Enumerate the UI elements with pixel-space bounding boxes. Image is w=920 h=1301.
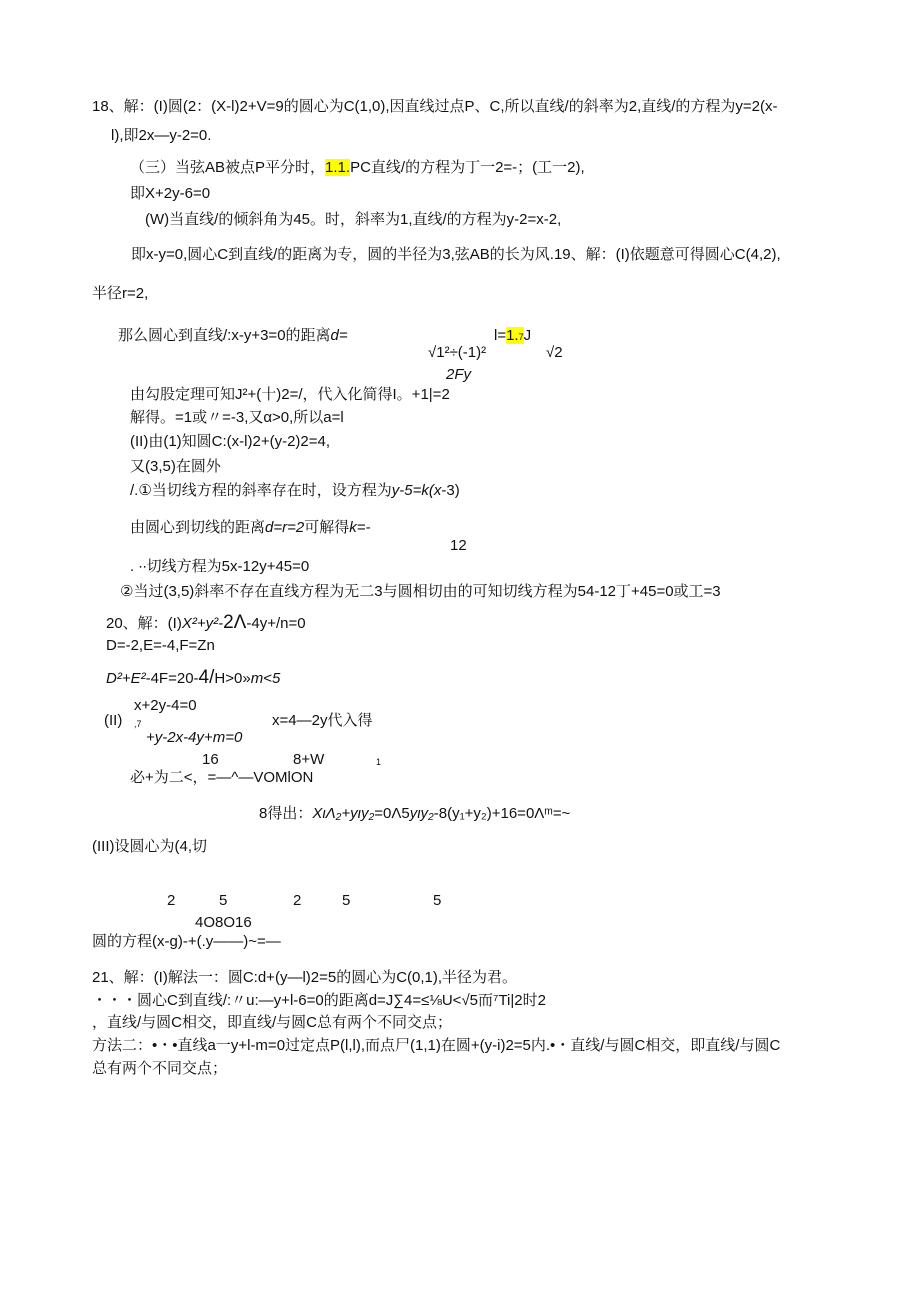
solution-18-line-1: 18、解：(I)圆(2：(X-l)2+V=9的圆心为C(1,0),因直线过点P、C,所以直线/的斜率为2,直线/的方程为y=2(x- <box>92 98 778 115</box>
text: PC直线/的方程为丁一2=-；(工一2), <box>350 159 585 176</box>
fragment-2b: 2 <box>293 892 302 909</box>
formula-text: y-5=k(x <box>391 482 442 499</box>
solution-19-line-2: 半径r=2, <box>92 285 149 302</box>
text: J <box>523 327 532 344</box>
distance-result <box>494 328 531 343</box>
solution-19-line-5: (II)由(1)知圆C:(x-l)2+(y-2)2=4, <box>130 433 331 450</box>
fragment-8w: 8+W <box>293 751 325 768</box>
text: H>0» <box>214 670 251 687</box>
solution-21-line-1: 21、解：(I)解法一：圆C:d+(y—l)2=5的圆心为C(0,1),半径为君。 <box>92 969 518 986</box>
fragment-2fy: 2Fy <box>446 366 472 383</box>
solution-21-line-5: 总有两个不同交点； <box>92 1060 228 1077</box>
system-equation-2: +y-2x-4y+m=0 <box>146 729 243 746</box>
formula-text: X²+y²- <box>181 615 224 632</box>
solution-19-line-8 <box>130 520 371 535</box>
text: -8(y₁+y₂)+16=0Λᵐ=~ <box>433 805 571 822</box>
solution-21-line-4: 方法二：•・•直线a一y+l-m=0过定点P(l,l),而点尸(1,1)在圆+(y-i)2=5内.•・直线/与圆C相交，即直线/与圆C <box>92 1037 781 1054</box>
system-equation-1: x+2y-4=0 <box>134 697 197 714</box>
highlighted-text <box>506 327 524 344</box>
fragment-5b: 5 <box>342 892 351 909</box>
solution-20-line-2: D=-2,E=-4,F=Zn <box>106 637 215 654</box>
text: -4F=20- <box>145 670 199 687</box>
subscript: 7 <box>518 332 524 342</box>
fragment-408016: 4O8O16 <box>195 914 252 931</box>
fragment-1: 1 <box>376 757 382 767</box>
text: l= <box>494 327 507 344</box>
solution-21-line-3: ，直线/与圆C相交，即直线/与圆C总有两个不同交点； <box>92 1014 453 1031</box>
substitution-text: x=4—2y代入得 <box>272 712 373 729</box>
fragment-7: ,7 <box>134 719 142 729</box>
formula-text: 2Λ <box>223 612 247 633</box>
highlighted-text: 1.1. <box>325 159 351 176</box>
distance-formula-line <box>118 328 348 343</box>
solution-20-line-3 <box>106 668 280 687</box>
solution-19-line-6: 又(3,5)在圆外 <box>130 458 221 475</box>
solution-20-line-7: 圆的方程(x-g)-+(.y——)~=— <box>92 933 281 950</box>
formula-text: k=- <box>349 519 371 536</box>
solution-19-line-7 <box>130 483 460 498</box>
solution-20-line-1 <box>106 613 306 632</box>
solution-19-line-9: . ∙∙切线方程为5x-12y+45=0 <box>130 558 310 575</box>
formula-text: yιy₂ <box>350 805 375 822</box>
text: =0Λ5 <box>374 805 410 822</box>
fragment-2a: 2 <box>167 892 176 909</box>
formula-text: D²+E² <box>106 670 146 687</box>
solution-18-line-2: l),即2x—y-2=0. <box>111 127 212 144</box>
text: （三）当弦AB被点P平分时， <box>130 159 326 176</box>
solution-20-line-4: 必+为二<，=—^—VOMlON <box>130 769 314 786</box>
text: 20、解：(I) <box>106 615 182 632</box>
solution-18-line-5: (W)当直线/的倾斜角为45。时，斜率为1,直线/的方程为y-2=x-2, <box>145 211 562 228</box>
fragment-5c: 5 <box>433 892 442 909</box>
solution-19-line-1: 即x-y=0,圆心C到直线/的距离为专，圆的半径为3,弦AB的长为风.19、解：(I)依题意可得圆心C(4,2), <box>131 246 781 263</box>
denominator-1: √1²÷(-1)² <box>428 344 487 361</box>
text: /.①当切线方程的斜率存在时，设方程为 <box>130 482 392 499</box>
solution-18-line-3 <box>130 160 585 175</box>
text: 8得出： <box>259 805 313 822</box>
text: -3) <box>441 482 460 499</box>
denominator-2: √2 <box>546 344 563 361</box>
solution-19-line-4: 解得。=1或〃=-3,又α>0,所以a=l <box>130 409 344 426</box>
text: 由圆心到切线的距离 <box>130 519 266 536</box>
solution-19-line-3: 由勾股定理可知J²+(十)2=/，代入化简得I。+1|=2 <box>130 386 450 403</box>
solution-21-line-2: ・・・圆心C到直线/:〃u:—y+l-6=0的距离d=J∑4=≤⅛U<√5而⁷Ti|2时2 <box>92 992 546 1009</box>
text: 那么圆心到直线/:x-y+3=0的距离 <box>118 327 331 344</box>
highlight-value: 1. <box>506 327 519 344</box>
solution-18-line-4: 即X+2y-6=0 <box>130 185 211 202</box>
fragment-16: 16 <box>202 751 219 768</box>
formula-text: yιy₂ <box>409 805 434 822</box>
text: -4y+/n=0 <box>246 615 306 632</box>
part-ii-label: (II) <box>104 712 123 729</box>
solution-20-line-6: (III)设圆心为(4,切 <box>92 838 207 855</box>
text: 可解得 <box>304 519 350 536</box>
solution-19-line-10: ②当过(3,5)斜率不存在直线方程为无二3与圆相切由的可知切线方程为54-12丁+45=0或工=3 <box>120 583 721 600</box>
formula-text: m<5 <box>250 670 281 687</box>
formula-text: d=r=2 <box>265 519 305 536</box>
formula-d: d= <box>330 327 348 344</box>
formula-text: XιΛ₂+ <box>312 805 351 822</box>
fragment-5a: 5 <box>219 892 228 909</box>
solution-20-line-5 <box>259 806 570 821</box>
fraction-denominator: 12 <box>450 537 467 554</box>
formula-text: 4/ <box>198 667 215 688</box>
